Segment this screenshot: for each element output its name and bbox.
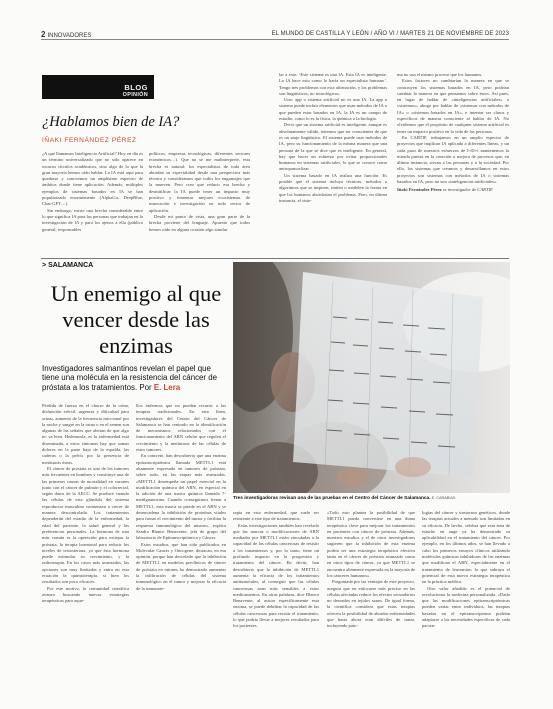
paragraph: Desde mi punto de vista, una gran parte de la brecha proviene del lenguaje. Apuesto que todos hemos oído en alguna ocasión algo similar	[149, 213, 250, 232]
kicker-label: SALAMANCA	[48, 262, 94, 269]
paragraph: Pérdida de fuerza en el chorro de la orina, disfunción eréctil, urgencia y dificultad para orinar, aumento de la frecuencia miccional por la noche y sangre en la orina o en el semen son algunas de las señales que alertan de que algo no va bien. Hedemosla, es la enfermedad está diseminada, a estos síntomas hay que sumar dolores en la parte baja de la espalda, las caderas o la pelvis por la presencia de metástasis óseas.	[42, 403, 129, 465]
paragraph: ma no usa el mismo proceso que los humanos.	[397, 72, 483, 77]
paragraph: «Todo esto plantea la posibilidad de que METTL1 pueda convertirse en una diana terapéutica clave para mejorar los tratamientos en pacientes con cáncer de próstata. Además, nuestros estudios y el de otros investigadores sugieren que la inhibición de esta enzima podría ser una estrategia terapéutica efectiva tanto en el cáncer de próstata avanzado como en otros tipos de cáncer, ya que METTL1 se encuentra altamente expresada en la mayoría de los cánceres humanos».	[327, 510, 415, 578]
paragraph: En concreto, han descubierto que una enzima epitranscriptómica llamada METTL1 está altamente expresada en tumores de próstata, sobre todo, en las etapas más avanzadas. «METTL1 desempeña un papel esencial en la modificación química del ARN, en especial en la adición de una marca química llamada 7-metilguanosina. Cuando conseguimos frenar a METTL1, esta marca se pierde en el ARN y se desencadena la inhibición de proteínas vitales para frenar el crecimiento del tumor y facilitar la respuesta inmunológica del mismo», explica Sandra Blanco Benavente, jefa de grupo del laboratorio de Epitranscriptómica y Cáncer.	[136, 453, 226, 541]
article-column-3	[233, 510, 319, 706]
signature-name: Iñaki Fernández Pérez	[397, 187, 442, 193]
paragraph: Sin embargo, existe una brecha considerable entre lo que significa IA para las personas que trabajan en la investigación de IA y para los ajenos a ella (público general, responsables	[42, 207, 143, 232]
paragraph: En CARTIF, trabajamos en un amplio espectro de proyectos que implican IA aplicada a diferentes líneas, y un cada paso de nuestros esfuerzos de I+D+i mantenemos la mirada puesta en la creación o mejora de procesos que, en última instancia, sirvan a las personas y a la sociedad. Por ello, los sistemas que creamos y desarrollamos en estos proyectos son sistemas con métodos de IA o sistemas basados en IA, pero no son «inteligencias artificiales».	[397, 134, 509, 185]
blog-sublabel: OPINIÓN	[122, 92, 148, 98]
paragraph: Preguntada por las ventajas de este proyecto, asegura que en enfocarse más preciso en las células afectadas reduce los efectos secundarios no deseados en tejidos sanos. De igual forma, la científica considera que estas terapias ofrecen la posibilidad de abordar enfermedades que hasta ahora eran difíciles de tratar, incluyendo pato-	[327, 579, 415, 629]
masthead-line: EL MUNDO DE CASTILLA Y LEÓN / AÑO VI / MARTES 21 DE NOVIEMBRE DE 2023	[271, 31, 509, 37]
signature-role: es investigador de CARTIF.	[441, 187, 494, 193]
opinion-column-1	[42, 151, 143, 247]
caption-text: Tres investigadoras revisan una de las pruebas en el Centro del Cáncer de Salamanca.	[233, 496, 431, 501]
article-headline: Un enemigo al que vencer desde las enzimas	[50, 281, 222, 358]
opinion-column-2	[149, 151, 250, 247]
byline: E. Lera	[153, 382, 181, 392]
blog-label-box	[42, 75, 154, 99]
paragraph: Otro valor añadido es el potencial de revolucionar la medicina personalizada. «Dado que las modificaciones epitranscriptómicas pueden variar entre individuos, las terapias basadas en el epitranscriptoma podrían adaptarse a las necesidades específicas de cada pacien-	[422, 585, 510, 629]
paragraph: lar a esto: ‘Este sistema es una IA. Esta IA es inteligente. La IA hace esto como lo haría un especialista humano’. Tengo tres problemas con esta afirmación, y los problemas son lingüísticos, no tecnológicos.	[279, 72, 387, 96]
arrow-icon: >	[42, 262, 47, 269]
paragraph: Por este motivo, la comunidad científica avanza buscando nuevas estrategias terapéuticas para aque-	[42, 585, 129, 604]
blog-label: BLOG	[124, 83, 148, 92]
paragraph: Estos estudios, que han sido publicados en Molecular Cancer y Oncogene, destacan, en esa opinión, porque han desvelado que la inhibición de METTL1 en modelos preclínicos de cáncer de próstata en ratones ha demostrado aumentar la infiltración de células del sistema inmunológico en el tumor y mejorar la eficacia de la inmunote-	[136, 541, 226, 591]
photo-credit: E. CARABIAS	[430, 496, 456, 500]
paragraph: Un sistema basado en IA realiza una función. Es posible que el sistema incluya técnicas, métodos o algoritmos que se inspiren, imiten o modelen la forma en que los humanos abordarían el problema. Pero, en última instancia, el siste-	[279, 172, 387, 203]
paragraph: Estos factores no cambiarían la manera en que se construyen los sistemas basados en IA, pero podrían cambiar la manera en que pensamos sobre éstos. Así pues, en lugar de hablar de «inteligencias artificiales» o «sistemas», abogo por hablar de «sistemas con métodos de IA» o «sistemas basados en IA», e intentar ser claros y específicos de manera consciente al hablar de IA. No olvidemos que el propósito de cualquier sistema artificial es tener un impacto positivo en la vida de las personas.	[397, 78, 509, 134]
paragraph: políticos, empresas tecnológicas, diferentes sectores económicos…). Que no se me malinterprete, esta brecha es natural: los especialistas de toda área abordan su especialidad desde una perspectiva más técnica y consideramos que todos los engranajes que la mueven. Pero creo que reducir esa brecha y desmitificar la IA puede tener un impacto muy positivo y fomentar mejores ecosistemas de innovación e investigación en todo sector de aplicación.	[149, 151, 250, 213]
photo-caption	[233, 496, 510, 501]
signature	[397, 187, 509, 193]
section-kicker	[42, 262, 93, 269]
article-column-2	[136, 403, 226, 706]
lab-photo-illustration	[233, 262, 510, 493]
paragraph: Uno: app o sistema artificial no es una IA. La app o sistema puede incluir elementos que usan métodos de IA o que pueden estar basados en IA, la IA es un campo de estudio, como lo es la física, la química o la biología.	[279, 97, 387, 122]
page-header	[41, 29, 509, 40]
section-divider	[41, 258, 509, 259]
paragraph: El cáncer de próstata es uno de los tumores más frecuentes en hombres y constituye una de las primeras causas de mortalidad en varones junto con el cáncer de pulmón y el colorrectal, según datos de la AECC. Se produce cuando las células de esta glándula del sistema reproductor masculino comienzan a crecer de manera descontrolada. Los tratamientos dependerán del estadio de la enfermedad, la edad del paciente, la salud general y las preferencias personales. La hormona de ruta más común es la operación para extirpar la próstata, la terapia hormonal para reducir los niveles de testosterona, ya que ésta hormona puede estimular su crecimiento, y la radioterapia. En los casos más avanzados, las opciones son muy limitadas y entra en esta ecuación la quimioterapia, si bien los resultados son poco eficaces.	[42, 465, 129, 585]
deck-text: Investigadores salmantinos revelan el papel que tiene una molécula en la resistencia del cáncer de próstata a los tratamientos. Por	[42, 364, 218, 392]
paragraph: rapia en esta enfermedad, que suele ser resistente a este tipo de tratamientos.	[233, 510, 319, 522]
page-number: 2	[41, 30, 46, 39]
section-name: INNOVADORES	[47, 33, 92, 39]
paragraph: llos enfermos que no pueden recurrir a las terapias tradicionales. En esta línea, investigadores del Centro del Cáncer de Salamanca se han centrado en la identificación de mecanismos relacionados con el funcionamiento del ARN celular que regulen el crecimiento y la metástasis de las células de estos tumores.	[136, 403, 226, 453]
article-column-4	[327, 510, 415, 706]
opinion-title: ¿Hablamos bien de IA?	[42, 114, 180, 130]
paragraph: ¿A qué llamamos Inteligencia Artificial? Hoy en día es un término universalizado que no sólo aparece en oscuros círculos académicos, sino algo de lo que la gran mayoría hemos oído hablar. La IA está aquí para quedarse y conocemos un amplísimo espectro de ámbitos donde tiene aplicación. Además, múltiples ejemplos de sistemas basados en IA se han popularizado enormemente (AlphaGo, DeepBlue, Chat-GPT…).	[42, 151, 143, 207]
lab-photo	[233, 262, 510, 493]
page-section	[41, 30, 91, 39]
paragraph: logías del cáncer y trastornos genéticos, donde las terapias actuales a menudo son limitadas en su eficacia. De hecho, celebra que esta área de estudio en auge ya ha demostrado su aplicabilidad en el tratamiento del cáncer. Por ejemplo, en los últimos años, se han llevado a cabo los primeros ensayos clínicos utilizando moléculas químicas inhibidoras de las enzimas que modifican el ARN, especialmente en el tratamiento de leucemias; lo que subraya el potencial de esta nueva estrategia terapéutica en la práctica médica.	[422, 510, 510, 585]
article-deck	[42, 364, 230, 392]
opinion-column-3	[279, 72, 387, 247]
article-column-5	[422, 510, 510, 706]
opinion-author: IÑAKI FERNÁNDEZ PÉREZ	[42, 137, 137, 144]
article-column-1	[42, 403, 129, 706]
paragraph: Estas investigaciones también han revelado que las marcas o modificaciones de ARN mediadas por METTL1 están vinculadas a la capacidad de las células cancerosas de resistir a los tratamientos y, por lo tanto, tiene un profundo impacto en la progresión y tratamiento del cáncer. En deciir, han descubierto que la inhibición de METTL1 aumenta la eficacia de los tratamientos antitumorales, al conseguir que las células cancerosas sean más sensibles a estos medicamentos. En otras palabras, dice Blanco Benavente, al actuar específicamente esta enzima, se puede debilitar la capacidad de las células cancerosas para resistir el tratamiento, lo que podría llevar a mejores resultados para los pacientes.	[233, 522, 319, 629]
opinion-column-4	[397, 72, 509, 247]
paragraph: Decir que un sistema artificial es inteligente, aunque es absolutamente válido, tenemos que ser conscientes de que es un atajo lingüístico. El sistema puede usar métodos de IA, pero su funcionamiento de la misma manera que una persona de la que se dice que es inteligente. En general, hay que hacer un esfuerzo por evitar proporcionales humanos en sistemas artificiales, lo que se conoce como antropomorfizar.	[279, 122, 387, 172]
